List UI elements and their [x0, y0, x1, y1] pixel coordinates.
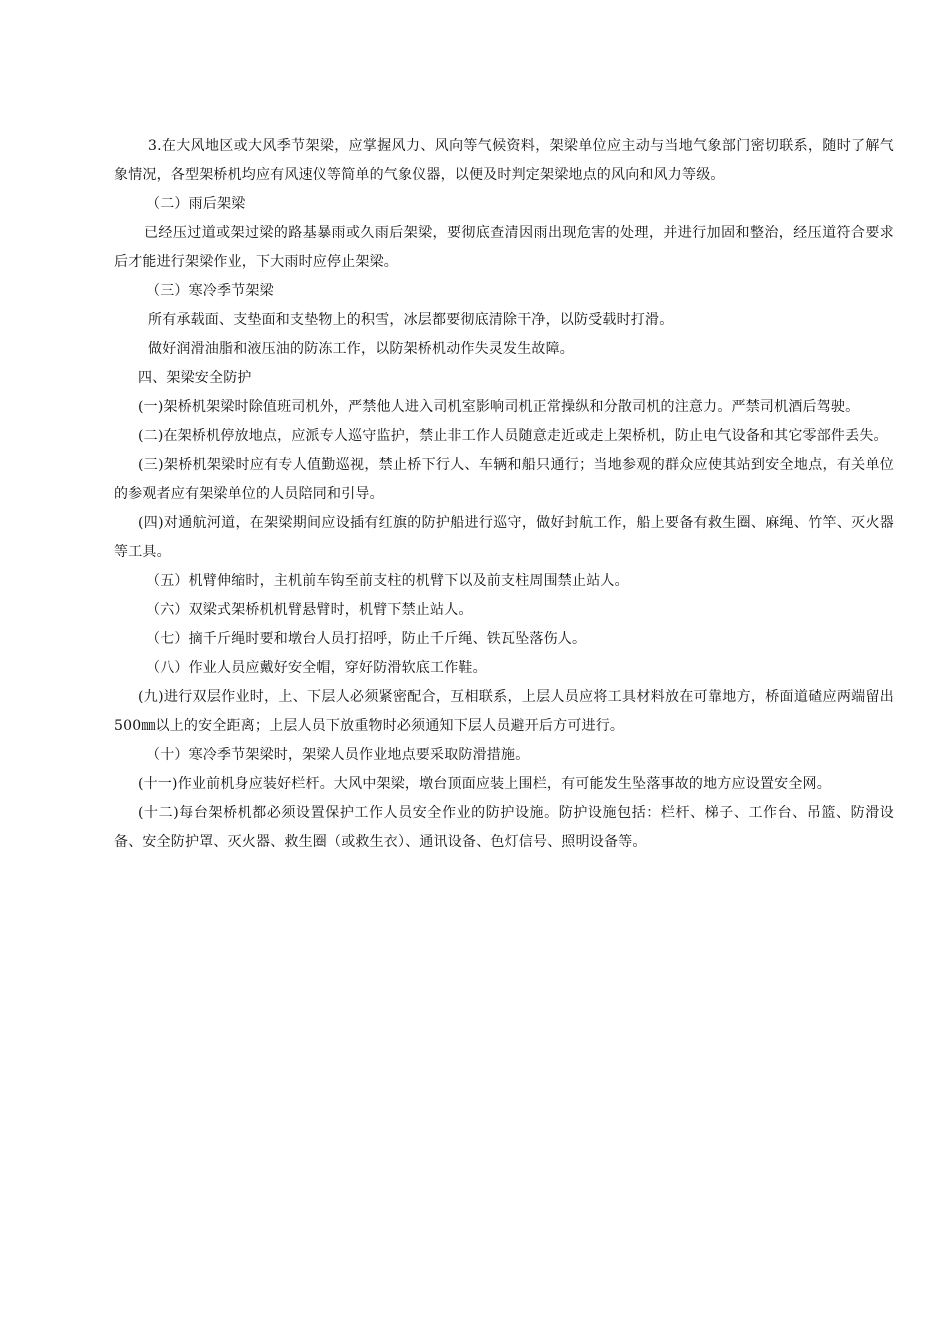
paragraph-item-5: （五）机臂伸缩时，主机前车钩至前支柱的机臂下以及前支柱周围禁止站人。: [146, 573, 629, 589]
paragraph-item-1: (一)架桥机架梁时除值班司机外，严禁他人进入司机室影响司机正常操纵和分散司机的注意力。严禁司机酒后驾驶。: [138, 399, 860, 415]
paragraph-item-6: （六）双梁式架桥机机臂悬臂时，机臂下禁止站人。: [146, 602, 473, 618]
paragraph-after-rain: 已经压过道或架过梁的路基暴雨或久雨后架梁，要彻底查清因雨出现危害的处理，并进行加固和整治，经压道符合要求后才能进行架梁作业，下大雨时应停止架梁。: [114, 225, 894, 270]
paragraph-item-2: (二)在架桥机停放地点，应派专人巡守监护，禁止非工作人员随意走近或走上架桥机，防止电气设备和其它零部件丢失。: [138, 428, 888, 444]
paragraph-item-10: （十）寒冷季节架梁时，架梁人员作业地点要采取防滑措施。: [146, 747, 530, 763]
section-heading-safety-protection: 四、架梁安全防护: [138, 370, 252, 386]
section-heading-after-rain: （二）雨后架梁: [146, 196, 246, 212]
paragraph-antifreeze: 做好润滑油脂和液压油的防冻工作，以防架桥机动作失灵发生故障。: [148, 341, 574, 357]
paragraph-item-3: (三)架桥机架梁时应有专人值勤巡视，禁止桥下行人、车辆和船只通行；当地参观的群众应使其站到安全地点，有关单位的参观者应有架梁单位的人员陪同和引导。: [114, 457, 894, 502]
paragraph-wind-season: 3.在大风地区或大风季节架梁，应掌握风力、风向等气候资料，架梁单位应主动与当地气象部门密切联系，随时了解气象情况，各型架桥机均应有风速仪等简单的气象仪器，以便及时判定架梁地点的风向和风力等级。: [114, 138, 894, 183]
paragraph-item-11: (十一)作业前机身应装好栏杆。大风中架梁，墩台顶面应装上围栏，有可能发生坠落事故的地方应设置安全网。: [138, 776, 831, 792]
paragraph-item-9: (九)进行双层作业时，上、下层人必须紧密配合，互相联系，上层人员应将工具材料放在可靠地方，桥面道碴应两端留出500㎜以上的安全距离；上层人员下放重物时必须通知下层人员避开后方可进行。: [114, 689, 894, 734]
section-heading-cold-season: （三）寒冷季节架梁: [146, 283, 274, 299]
paragraph-snow-clearing: 所有承载面、支垫面和支垫物上的积雪，冰层都要彻底清除干净，以防受载时打滑。: [148, 312, 674, 328]
paragraph-item-12: (十二)每台架桥机都必须设置保护工作人员安全作业的防护设施。防护设施包括：栏杆、梯子、工作台、吊篮、防滑设备、安全防护罩、灭火器、救生圈（或救生衣）、通讯设备、色灯信号、照明设备等。: [114, 805, 894, 850]
document-body: [114, 132, 894, 857]
paragraph-item-8: （八）作业人员应戴好安全帽，穿好防滑软底工作鞋。: [146, 660, 487, 676]
paragraph-item-4: (四)对通航河道，在架梁期间应设插有红旗的防护船进行巡守，做好封航工作，船上要备有救生圈、麻绳、竹竿、灭火器等工具。: [114, 515, 894, 560]
paragraph-item-7: （七）摘千斤绳时要和墩台人员打招呼，防止千斤绳、铁瓦坠落伤人。: [146, 631, 587, 647]
